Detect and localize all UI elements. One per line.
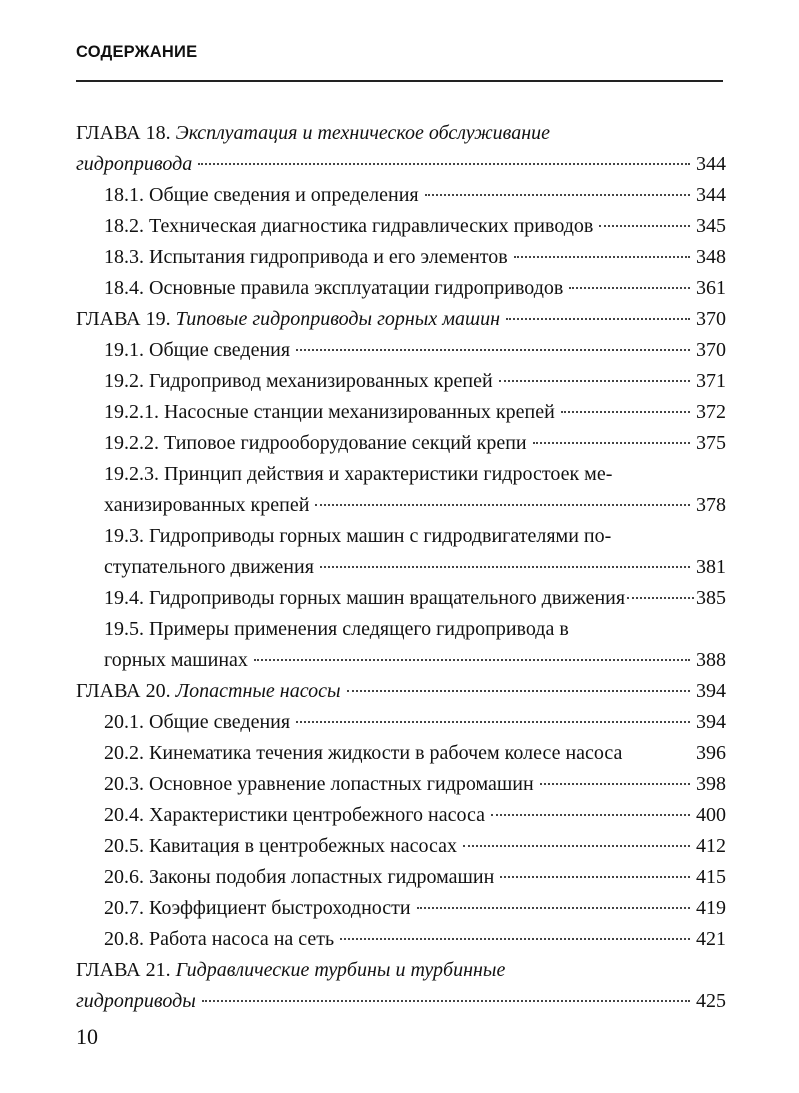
toc-section-20-4 — [76, 800, 726, 831]
page-number: 378 — [696, 494, 726, 516]
page-number: 344 — [696, 184, 726, 206]
chapter-title-cont: гидроприводы — [76, 990, 196, 1012]
dot-leader — [296, 721, 690, 723]
dot-leader — [198, 163, 690, 165]
page-folio: 10 — [76, 1024, 98, 1049]
toc-section-19-2 — [76, 366, 726, 397]
section-title: 19.3. Гидроприводы горных машин с гидродвигателями по- — [104, 525, 612, 547]
toc-chapter-21 — [76, 955, 726, 1017]
section-title-cont: горных машинах — [104, 649, 248, 671]
section-title: 18.4. Основные правила эксплуатации гидроприводов — [104, 277, 564, 299]
dot-leader — [540, 783, 690, 785]
section-title-cont: ступательного движения — [104, 556, 314, 578]
dot-leader — [254, 659, 690, 661]
dot-leader — [599, 225, 690, 227]
toc-section-20-6 — [76, 862, 726, 893]
page-number: 412 — [696, 835, 726, 857]
dot-leader — [340, 938, 690, 940]
toc-section-20-2 — [76, 738, 726, 769]
toc-section-18-4 — [76, 273, 726, 304]
dot-leader — [202, 1000, 690, 1002]
chapter-title-cont: гидропривода — [76, 153, 193, 175]
section-title: 19.2.2. Типовое гидрооборудование секций крепи — [104, 432, 527, 454]
page-number: 421 — [696, 928, 726, 950]
section-title: 19.5. Примеры применения следящего гидропривода в — [104, 618, 569, 640]
dot-leader — [296, 349, 690, 351]
page-number: 375 — [696, 432, 726, 454]
dot-leader — [417, 907, 690, 909]
section-title: 18.2. Техническая диагностика гидравлических приводов — [104, 215, 594, 237]
page-number: 345 — [696, 215, 726, 237]
chapter-prefix: ГЛАВА 19. — [76, 308, 171, 330]
toc-section-19-3 — [76, 521, 726, 583]
toc-section-18-3 — [76, 242, 726, 273]
running-header: СОДЕРЖАНИЕ — [76, 43, 198, 61]
section-title: 19.2.1. Насосные станции механизированных крепей — [104, 401, 555, 423]
toc-section-20-7 — [76, 893, 726, 924]
chapter-prefix: ГЛАВА 21. — [76, 959, 171, 981]
page-number: 415 — [696, 866, 726, 888]
toc-section-20-3 — [76, 769, 726, 800]
dot-leader — [320, 566, 690, 568]
dot-leader — [627, 597, 694, 599]
page-number: 400 — [696, 804, 726, 826]
section-title: 18.3. Испытания гидропривода и его элементов — [104, 246, 508, 268]
page-number: 372 — [696, 401, 726, 423]
toc-section-19-4 — [76, 583, 726, 614]
page-number: 344 — [696, 153, 726, 175]
section-title: 20.4. Характеристики центробежного насоса — [104, 804, 485, 826]
table-of-contents — [76, 118, 726, 1017]
toc-chapter-18 — [76, 118, 726, 180]
section-title: 20.2. Кинематика течения жидкости в рабочем колесе насоса — [104, 742, 623, 764]
section-title: 20.6. Законы подобия лопастных гидромашин — [104, 866, 495, 888]
section-title: 19.2.3. Принцип действия и характеристики гидростоек ме- — [104, 463, 613, 485]
dot-leader — [463, 845, 690, 847]
toc-section-20-1 — [76, 707, 726, 738]
toc-section-19-1 — [76, 335, 726, 366]
toc-section-20-5 — [76, 831, 726, 862]
toc-chapter-20 — [76, 676, 726, 707]
section-title: 20.8. Работа насоса на сеть — [104, 928, 335, 950]
toc-section-19-2-1 — [76, 397, 726, 428]
page-number: 388 — [696, 649, 726, 671]
dot-leader — [514, 256, 690, 258]
section-title: 18.1. Общие сведения и определения — [104, 184, 419, 206]
page-number: 385 — [696, 587, 726, 609]
page-number: 348 — [696, 246, 726, 268]
section-title: 20.3. Основное уравнение лопастных гидромашин — [104, 773, 534, 795]
chapter-prefix: ГЛАВА 20. — [76, 680, 171, 702]
toc-section-19-2-3 — [76, 459, 726, 521]
chapter-title: Эксплуатация и техническое обслуживание — [175, 122, 551, 144]
toc-chapter-19 — [76, 304, 726, 335]
section-title: 19.1. Общие сведения — [104, 339, 291, 361]
chapter-title: Лопастные насосы — [175, 680, 341, 702]
page-number: 371 — [696, 370, 726, 392]
page-number: 419 — [696, 897, 726, 919]
chapter-prefix: ГЛАВА 18. — [76, 122, 171, 144]
dot-leader — [506, 318, 690, 320]
section-title: 20.7. Коэффициент быстроходности — [104, 897, 411, 919]
page-number: 370 — [696, 308, 726, 330]
chapter-title: Гидравлические турбины и турбинные — [175, 959, 506, 981]
dot-leader — [561, 411, 690, 413]
dot-leader — [533, 442, 690, 444]
dot-leader — [315, 504, 690, 506]
toc-section-18-2 — [76, 211, 726, 242]
toc-section-18-1 — [76, 180, 726, 211]
page-number: 361 — [696, 277, 726, 299]
dot-leader — [624, 752, 694, 754]
page-number: 394 — [696, 711, 726, 733]
toc-section-19-2-2 — [76, 428, 726, 459]
page-number: 381 — [696, 556, 726, 578]
section-title-cont: ханизированных крепей — [104, 494, 310, 516]
page-number: 398 — [696, 773, 726, 795]
page-number: 370 — [696, 339, 726, 361]
dot-leader — [425, 194, 690, 196]
chapter-title: Типовые гидроприводы горных машин — [175, 308, 501, 330]
dot-leader — [569, 287, 690, 289]
section-title: 19.2. Гидропривод механизированных крепей — [104, 370, 493, 392]
dot-leader — [500, 876, 690, 878]
section-title: 20.1. Общие сведения — [104, 711, 291, 733]
dot-leader — [499, 380, 690, 382]
toc-section-20-8 — [76, 924, 726, 955]
dot-leader — [347, 690, 690, 692]
page-number: 425 — [696, 990, 726, 1012]
toc-section-19-5 — [76, 614, 726, 676]
page-number: 396 — [696, 742, 726, 764]
dot-leader — [491, 814, 690, 816]
section-title: 20.5. Кавитация в центробежных насосах — [104, 835, 457, 857]
page-number: 394 — [696, 680, 726, 702]
header-rule — [76, 80, 723, 82]
section-title: 19.4. Гидроприводы горных машин вращательного движения — [104, 587, 626, 609]
